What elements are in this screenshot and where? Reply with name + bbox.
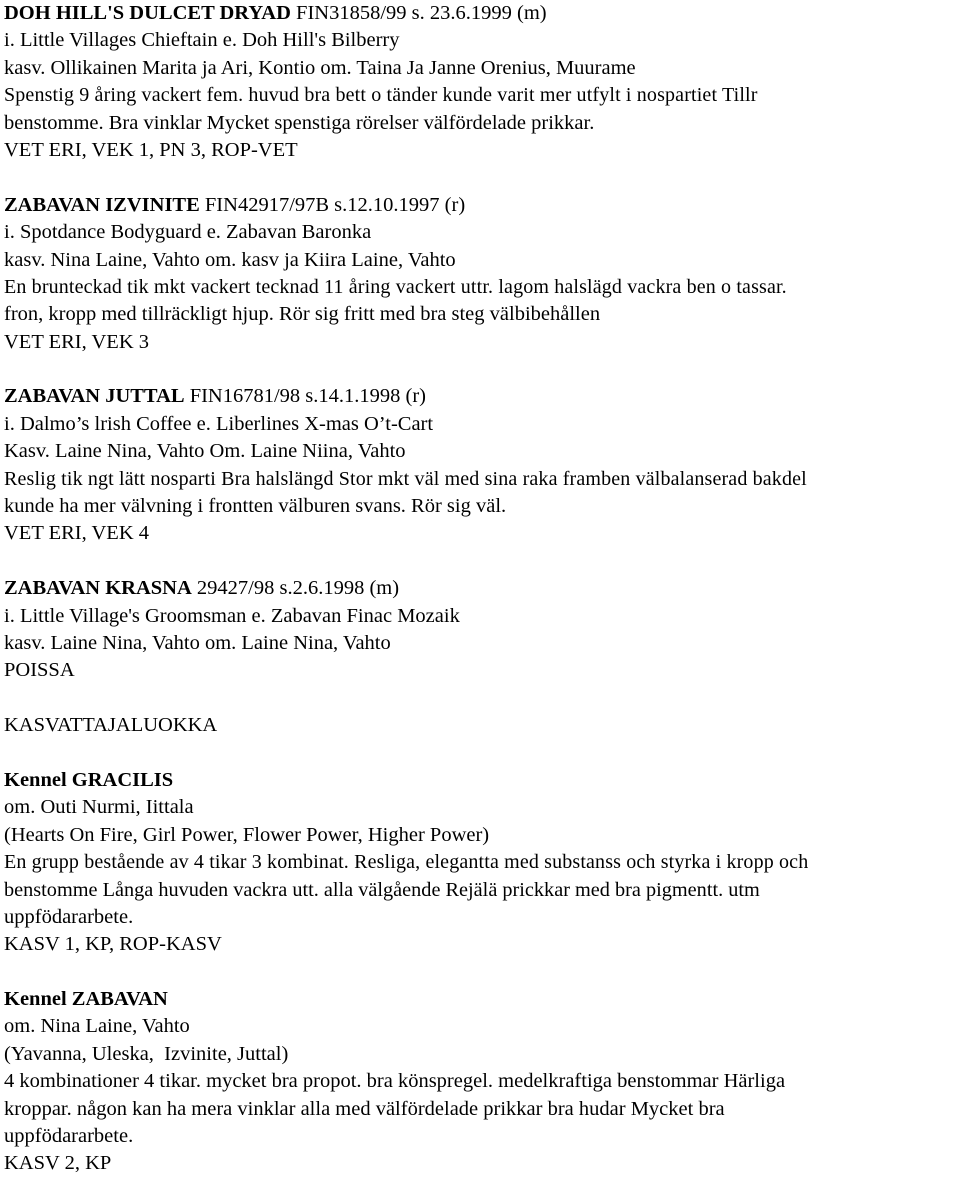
spacer: [4, 740, 956, 767]
critique-line: uppfödararbete.: [4, 1125, 134, 1148]
breeder-owner-line: kasv. Ollikainen Marita ja Ari, Kontio om. Taina Ja Janne Orenius, Muurame: [4, 56, 636, 79]
class-heading: KASVATTAJALUOKKA: [4, 714, 218, 737]
registration-info: FIN16781/98 s.14.1.1998 (r): [184, 385, 427, 408]
dogs-line: (Yavanna, Uleska, Izvinite, Juttal): [4, 1042, 289, 1065]
entry-heading: [4, 575, 956, 602]
breeder-owner-line: kasv. Nina Laine, Vahto om. kasv ja Kiira Laine, Vahto: [4, 248, 456, 271]
parents-line: i. Spotdance Bodyguard e. Zabavan Baronka: [4, 221, 372, 244]
breeder-owner-line: kasv. Laine Nina, Vahto om. Laine Nina, Vahto: [4, 631, 391, 654]
parents-line: i. Little Village's Groomsman e. Zabavan Finac Mozaik: [4, 604, 460, 627]
dog-name: ZABAVAN JUTTAL: [4, 385, 185, 408]
result-line: KASV 1, KP, ROP-KASV: [4, 933, 222, 956]
dog-entry: [4, 383, 956, 547]
kennel-heading: [4, 986, 956, 1013]
entry-heading: [4, 192, 956, 219]
critique-line: En grupp bestående av 4 tikar 3 kombinat. Resliga, elegantta med substanss och styrka i kropp och: [4, 851, 809, 874]
kennel-name: GRACILIS: [71, 768, 174, 791]
result-line: POISSA: [4, 659, 75, 682]
spacer: [4, 164, 956, 191]
kennel-heading: [4, 767, 956, 794]
breeder-owner-line: Kasv. Laine Nina, Vahto Om. Laine Niina, Vahto: [4, 440, 406, 463]
kennel-entry: [4, 767, 956, 959]
critique-line: benstomme Långa huvuden vackra utt. alla välgående Rejälä prickkar med bra pigmentt. utm: [4, 878, 760, 901]
critique-line: Spenstig 9 åring vackert fem. huvud bra bett o tänder kunde varit mer utfylt i nospartiet Tillr: [4, 84, 758, 107]
result-line: VET ERI, VEK 3: [4, 330, 150, 353]
kennel-prefix: Kennel: [4, 768, 72, 791]
dog-entry: [4, 192, 956, 356]
result-line: KASV 2, KP: [4, 1152, 112, 1175]
registration-info: 29427/98 s.2.6.1998 (m): [191, 577, 400, 600]
kennel-name: ZABAVAN: [71, 988, 168, 1011]
dog-entry: [4, 0, 956, 164]
kennel-entry: [4, 986, 956, 1178]
spacer: [4, 356, 956, 383]
dog-name: DOH HILL'S DULCET DRYAD: [4, 2, 291, 24]
result-line: VET ERI, VEK 1, PN 3, ROP-VET: [4, 138, 298, 161]
entry-heading: [4, 383, 956, 410]
parents-line: i. Little Villages Chieftain e. Doh Hill's Bilberry: [4, 29, 400, 52]
kennel-prefix: Kennel: [4, 988, 72, 1011]
owner-line: om. Outi Nurmi, Iittala: [4, 796, 194, 819]
result-line: VET ERI, VEK 4: [4, 522, 150, 545]
dog-entry: [4, 575, 956, 685]
spacer: [4, 685, 956, 712]
parents-line: i. Dalmo’s lrish Coffee e. Liberlines X-mas O’t-Cart: [4, 412, 434, 435]
critique-line: benstomme. Bra vinklar Mycket spenstiga rörelser välfördelade prikkar.: [4, 111, 595, 134]
entry-heading: [4, 0, 956, 27]
critique-line: fron, kropp med tillräckligt hjup. Rör sig fritt med bra steg välbibehållen: [4, 303, 601, 326]
spacer: [4, 548, 956, 575]
spacer: [4, 959, 956, 986]
critique-line: uppfödararbete.: [4, 905, 134, 928]
registration-info: FIN31858/99 s. 23.6.1999 (m): [290, 2, 547, 24]
critique-line: kunde ha mer välvning i frontten välburen svans. Rör sig väl.: [4, 495, 507, 518]
owner-line: om. Nina Laine, Vahto: [4, 1015, 190, 1038]
critique-line: En brunteckad tik mkt vackert tecknad 11 åring vackert uttr. lagom halslägd vackra ben o tassar.: [4, 275, 787, 298]
registration-info: FIN42917/97B s.12.10.1997 (r): [199, 193, 466, 216]
critique-line: 4 kombinationer 4 tikar. mycket bra propot. bra könspregel. medelkraftiga benstommar Härliga: [4, 1070, 786, 1093]
critique-line: Reslig tik ngt lätt nosparti Bra halslängd Stor mkt väl med sina raka framben välbalanserad bakdel: [4, 467, 807, 490]
dogs-line: (Hearts On Fire, Girl Power, Flower Power, Higher Power): [4, 823, 490, 846]
dog-name: ZABAVAN KRASNA: [4, 577, 192, 600]
critique-line: kroppar. någon kan ha mera vinklar alla med välfördelade prikkar bra hudar Mycket bra: [4, 1097, 725, 1120]
dog-name: ZABAVAN IZVINITE: [4, 193, 200, 216]
